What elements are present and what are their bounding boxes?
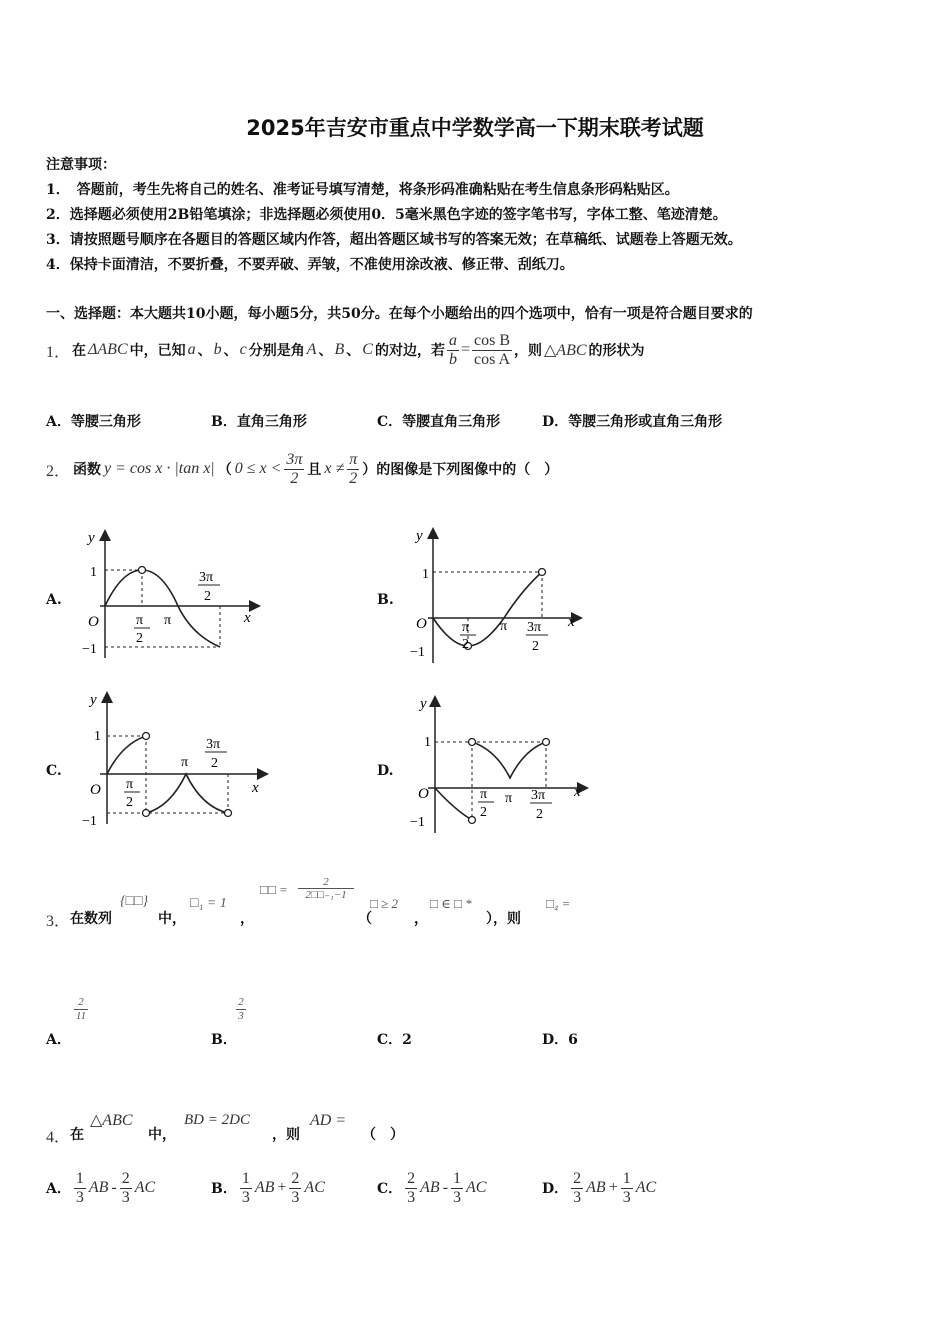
q3-paren: （	[358, 911, 372, 927]
graph-label-b: B.	[377, 592, 394, 608]
tick-pi-half-n: π	[136, 613, 144, 628]
q3-option-a-label: A．	[46, 1032, 71, 1048]
q1-frac-ab: $\frac{a}{b}$	[448, 331, 457, 368]
question-1	[46, 326, 645, 374]
open-point	[143, 733, 150, 740]
q3-a4: □₄ =	[546, 896, 571, 911]
tick-3pi-half-n: 3π	[527, 620, 542, 635]
tick-pi-half-d: 2	[480, 805, 487, 820]
curve	[472, 742, 546, 778]
q4-option-b: B． $\frac{1}{3}$ AB + $\frac{2}{3}$ AC	[211, 1169, 325, 1206]
open-point	[543, 739, 550, 746]
notice-heading: 注意事项：	[46, 157, 116, 173]
section-header: 一、选择题：本大题共10小题，每小题5分，共50分。在每个小题给出的四个选项中，恰有一项是符合题目要求的	[46, 306, 753, 322]
origin-label: O	[418, 786, 429, 802]
q1-option-b: B．直角三角形	[211, 414, 307, 430]
q4-number: 4．	[46, 1129, 71, 1146]
q3-comma: ，	[240, 911, 254, 927]
notice-item-3: 3．请按照题号顺序在各题目的答题区域内作答，超出答题区域书写的答案无效；在草稿纸、试题卷上答题无效。	[46, 232, 742, 248]
x-label: x	[568, 614, 575, 630]
open-point	[469, 739, 476, 746]
q1-sep: 、	[346, 343, 361, 359]
open-point	[225, 810, 232, 817]
x-label: x	[244, 610, 251, 626]
q3-cond1: □ ≥ 2	[370, 896, 398, 911]
graph-b	[400, 518, 600, 668]
curve	[146, 774, 228, 813]
q2-paren: （	[217, 462, 232, 478]
q2-frac-3pi-2: $\frac{3\pi}{2}$	[286, 450, 303, 487]
tick-pi-half-d: 2	[462, 637, 469, 652]
q4-triangle: △ABC	[90, 1112, 133, 1129]
q1-frac-cos: $\frac{\text{cos B}}{\text{cos A}}$	[474, 331, 510, 368]
q1-text: 中，已知	[129, 343, 186, 359]
tick-3pi-half-d: 2	[536, 807, 543, 822]
tick-one: 1	[424, 735, 431, 750]
tick-3pi-half-n: 3π	[206, 737, 221, 752]
q3-option-c: C．2	[377, 1032, 412, 1048]
tick-3pi-half-d: 2	[204, 589, 211, 604]
tick-3pi-half-n: 3π	[199, 570, 214, 585]
tick-pi-half-n: π	[462, 620, 470, 635]
q1-option-c: C．等腰直角三角形	[377, 414, 501, 430]
tick-pi-half-n: π	[480, 787, 488, 802]
notice-item-1: 1． 答题前，考生先将自己的姓名、准考证号填写清楚，将条形码准确粘贴在考生信息条形码粘贴区。	[46, 182, 679, 198]
x-label: x	[574, 784, 581, 800]
q2-text: ）的图像是下列图像中的（ ）	[362, 462, 559, 478]
q1-number: 1．	[46, 343, 71, 361]
q1-option-d: D．等腰三角形或直角三角形	[542, 414, 723, 430]
q3-text: ），则	[486, 911, 521, 927]
q3-text: 在数列	[70, 911, 112, 927]
tick-pi: π	[164, 613, 172, 628]
y-label: y	[88, 530, 95, 546]
q1-angle-a: A	[306, 341, 317, 358]
x-label: x	[252, 780, 259, 796]
q2-xne: x ≠	[324, 460, 345, 477]
q4-paren: （ ）	[362, 1127, 404, 1143]
q1-angle-b: B	[334, 341, 345, 358]
q3-text: 中，	[158, 911, 186, 927]
q4-text: ，则	[272, 1127, 300, 1143]
q4-option-a: A． $\frac{1}{3}$ AB - $\frac{2}{3}$ AC	[46, 1169, 156, 1206]
q4-condition: BD = 2DC	[184, 1112, 250, 1128]
tick-pi: π	[181, 755, 189, 770]
tick-pi: π	[500, 619, 508, 634]
q3-option-b-label: B．	[211, 1032, 237, 1048]
q1-equals: =	[460, 341, 470, 358]
question-2	[46, 444, 558, 494]
q1-var-b: b	[213, 341, 222, 358]
tick-3pi-half-d: 2	[211, 756, 218, 771]
tick-3pi-half-d: 2	[532, 639, 539, 654]
tick-one: 1	[422, 567, 429, 582]
curve	[435, 788, 472, 820]
graph-label-d: D.	[377, 763, 394, 779]
tick-neg-one: −1	[410, 815, 425, 830]
q3-option-b-frac: 2 3	[236, 996, 246, 1023]
tick-pi-half-d: 2	[126, 795, 133, 810]
tick-pi: π	[505, 791, 513, 806]
open-point	[139, 567, 146, 574]
y-label: y	[420, 696, 427, 712]
q1-var-c: c	[239, 341, 247, 358]
q1-option-a: A．等腰三角形	[46, 414, 141, 430]
q1-sep: 、	[197, 343, 212, 359]
q3-comma: ，	[414, 911, 428, 927]
q4-option-c: C． $\frac{2}{3}$ AB - $\frac{1}{3}$ AC	[377, 1169, 487, 1206]
page-title: 2025年吉安市重点中学数学高一下期末联考试题	[246, 116, 704, 140]
tick-3pi-half-n: 3π	[531, 788, 546, 803]
tick-neg-one: −1	[82, 642, 97, 657]
tick-pi-half-d: 2	[136, 631, 143, 646]
graph-c	[70, 682, 280, 832]
graph-label-c: C.	[46, 763, 62, 779]
notice-item-2: 2．选择题必须使用2B铅笔填涂；非选择题必须使用0．5毫米黑色字迹的签字笔书写，字体工整、笔迹清楚。	[46, 207, 727, 223]
q1-text: ，则	[514, 343, 542, 359]
open-point	[143, 810, 150, 817]
q2-number: 2．	[46, 462, 71, 480]
graph-d	[400, 688, 600, 838]
q3-cond2: □ ∈ □ *	[430, 896, 472, 911]
q2-text: 且	[307, 462, 322, 478]
y-label: y	[416, 528, 423, 544]
q1-sep: 、	[223, 343, 238, 359]
q1-text: 的形状为	[588, 343, 645, 359]
q2-function: y = cos x · |tan x|	[104, 460, 215, 477]
origin-label: O	[416, 616, 427, 632]
tick-neg-one: −1	[82, 814, 97, 829]
q3-an-lhs: □□ =	[260, 882, 288, 897]
q3-a1: □₁ = 1	[190, 896, 227, 911]
open-point	[539, 569, 546, 576]
q2-text: 函数	[73, 462, 102, 478]
y-label: y	[90, 692, 97, 708]
q3-an-frac: 2 2□□₋₁−1	[298, 876, 354, 902]
tick-one: 1	[90, 565, 97, 580]
graph-label-a: A.	[46, 592, 62, 608]
q2-domain: 0 ≤ x <	[234, 460, 282, 477]
graph-a	[70, 518, 280, 668]
tick-pi-half-n: π	[126, 777, 134, 792]
q1-text: 在	[72, 343, 87, 359]
open-point	[469, 817, 476, 824]
tick-neg-one: −1	[410, 645, 425, 660]
q2-frac-pi-2: $\frac{\pi}{2}$	[349, 450, 358, 487]
q4-option-d: D． $\frac{2}{3}$ AB + $\frac{1}{3}$ AC	[542, 1169, 657, 1206]
q1-text: 的对边，若	[374, 343, 445, 359]
origin-label: O	[90, 782, 101, 798]
q1-angle-c: C	[362, 341, 373, 358]
q1-triangle: ΔABC	[88, 341, 128, 358]
curve	[433, 572, 542, 646]
q1-sep: 、	[318, 343, 333, 359]
q3-number: 3．	[46, 913, 71, 930]
q4-text: 中，	[148, 1127, 176, 1143]
q4-text: 在	[70, 1127, 84, 1143]
q1-var-a: a	[187, 341, 196, 358]
q1-triangle: △ABC	[544, 342, 587, 359]
origin-label: O	[88, 614, 99, 630]
q1-text: 分别是角	[248, 343, 305, 359]
q3-option-d: D．6	[542, 1032, 578, 1048]
notice-item-4: 4．保持卡面清洁，不要折叠，不要弄破、弄皱，不准使用涂改液、修正带、刮纸刀。	[46, 257, 574, 273]
curve	[107, 736, 146, 774]
tick-one: 1	[94, 729, 101, 744]
q4-ad: AD =	[310, 1112, 347, 1129]
q3-sequence: {□□}	[120, 894, 149, 909]
q3-option-a-frac: 2 11	[75, 996, 87, 1022]
